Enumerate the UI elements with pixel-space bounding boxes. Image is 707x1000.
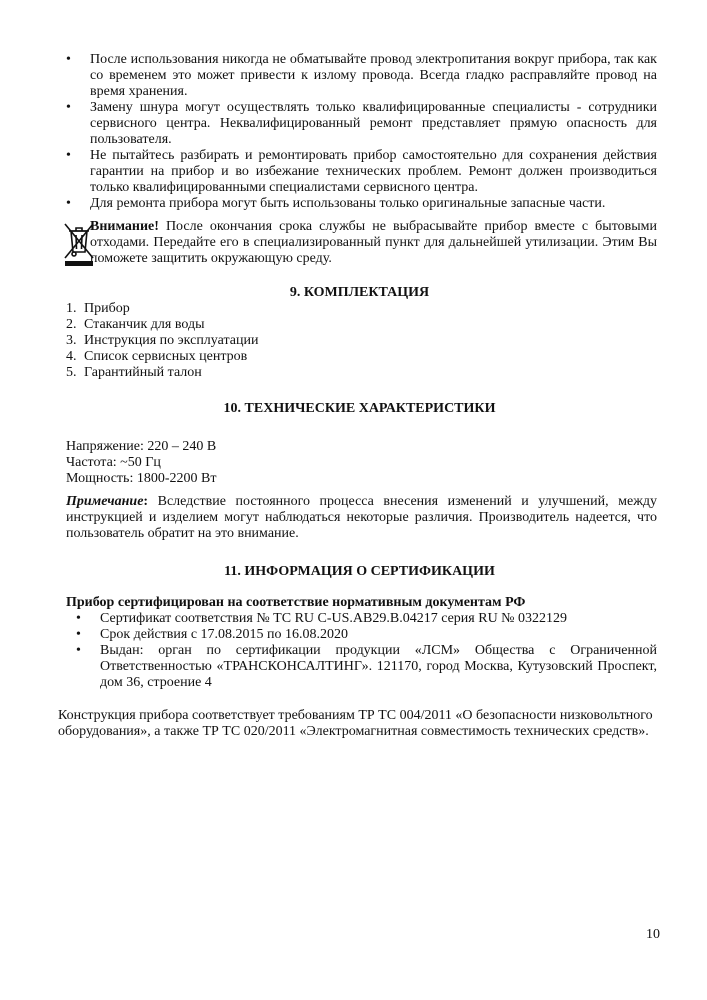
note-paragraph: Примечание: Вследствие постоянного процесса внесения изменений и улучшений, между инструкцией и изделием могут наблюдаться некоторые различия. Производитель надеется, что пользователь обратит на это внимание. <box>66 494 657 541</box>
list-item: 1. Прибор <box>66 301 130 316</box>
technical-specs <box>66 439 466 487</box>
bullet-icon: • <box>76 643 81 658</box>
page-number: 10 <box>646 927 660 942</box>
warning-label: Внимание! <box>90 219 159 234</box>
warning-text: После окончания срока службы не выбрасывайте прибор вместе с бытовыми отходами. Передайте его в специализированный пункт для дальнейшей утилизации. Этим Вы поможете защитить окружающую среду. <box>90 219 657 266</box>
note-label: Примечание <box>66 494 144 509</box>
conformity-paragraph: Конструкция прибора соответствует требованиям ТР ТС 004/2011 «О безопасности низковольтного оборудования», а также ТР ТС 020/2011 «Электромагнитная совместимость технических средств». <box>58 708 653 739</box>
list-item: 3. Инструкция по эксплуатации <box>66 333 259 348</box>
recycling-warning <box>62 219 657 271</box>
list-item: 5. Гарантийный талон <box>66 365 202 380</box>
list-item: • Сертификат соответствия № ТС RU C-US.АВ29.В.04217 серия RU № 0322129 <box>76 611 568 626</box>
bullet-icon: • <box>66 196 71 211</box>
list-item: • Выдан: орган по сертификации продукции «ЛСМ» Общества с Ограниченной Ответственностью «ТРАНСКОНСАЛТИНГ». 121170, город Москва, Кутузовский Проспект, дом 36, строение 4 <box>76 643 657 690</box>
bullet-icon: • <box>66 100 71 115</box>
section-10-title: 10. ТЕХНИЧЕСКИЕ ХАРАКТЕРИСТИКИ <box>223 401 496 416</box>
section-11-title: 11. ИНФОРМАЦИЯ О СЕРТИФИКАЦИИ <box>224 564 495 579</box>
spec-voltage: Напряжение: 220 – 240 В <box>66 439 217 454</box>
list-item: • Замену шнура могут осуществлять только квалифицированные специалисты - сотрудники сервисного центра. Неквалифицированный ремонт представляет прямую опасность для пользователя. <box>66 100 657 147</box>
certification-list <box>74 611 657 691</box>
list-item: • После использования никогда не обматывайте провод электропитания вокруг прибора, так как со временем это может привести к излому провода. Всегда гладко расправляйте провод на время хранения. <box>66 52 657 99</box>
bullet-icon: • <box>76 611 81 626</box>
bullet-icon: • <box>66 148 71 163</box>
list-item: • Срок действия с 17.08.2015 по 16.08.2020 <box>76 627 349 642</box>
spec-power: Мощность: 1800-2200 Вт <box>66 471 217 486</box>
bullet-icon: • <box>66 52 71 67</box>
usage-bullet-list <box>62 52 657 212</box>
list-item: • Не пытайтесь разбирать и ремонтировать прибор самостоятельно для сохранения действия гарантии на прибор и во избежание технических проблем. Ремонт должен производиться только квалифицированными специалистами сервисного центра. <box>66 148 657 195</box>
package-contents-list <box>66 301 466 381</box>
list-item: 4. Список сервисных центров <box>66 349 248 364</box>
spec-frequency: Частота: ~50 Гц <box>66 455 161 470</box>
list-item: • Для ремонта прибора могут быть использованы только оригинальные запасные части. <box>66 196 606 211</box>
list-item: 2. Стаканчик для воды <box>66 317 205 332</box>
bullet-icon: • <box>76 627 81 642</box>
certification-heading: Прибор сертифицирован на соответствие нормативным документам РФ <box>66 595 526 610</box>
note-text: Вследствие постоянного процесса внесения изменений и улучшений, между инструкцией и изделием могут наблюдаться некоторые различия. Производитель надеется, что пользователь обратит на это внимание. <box>66 494 657 541</box>
section-9-title: 9. КОМПЛЕКТАЦИЯ <box>289 285 430 300</box>
